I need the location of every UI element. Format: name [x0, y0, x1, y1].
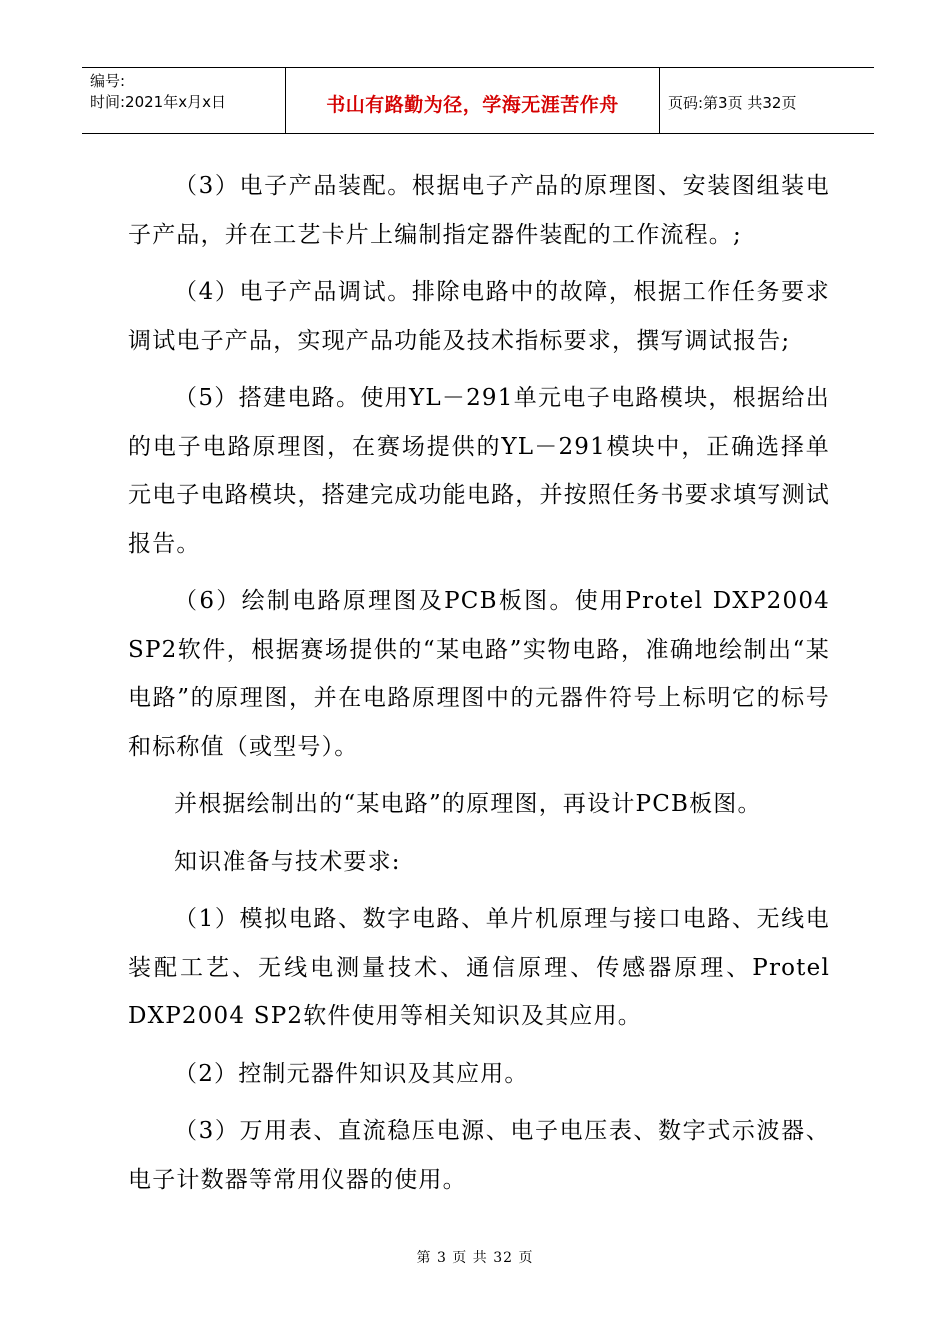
paragraph-knowledge-heading: 知识准备与技术要求: [174, 848, 401, 875]
paragraph-assembly: （3）电子产品装配。根据电子产品的原理图、安装图组装电子产品，并在工艺卡片上编制指定器件装配的工作流程。; [128, 173, 830, 248]
page-header [82, 67, 874, 134]
header-time: 时间:2021年x月x日 [90, 93, 226, 111]
paragraph-knowledge-1: （1）模拟电路、数字电路、单片机原理与接口电路、无线电装配工艺、无线电测量技术、通信原理、传感器原理、Protel DXP2004 SP2软件使用等相关知识及其应用。 [128, 906, 830, 1029]
header-page-code: 页码:第3页 共32页 [668, 94, 797, 112]
paragraph-design-pcb: 并根据绘制出的“某电路”的原理图，再设计PCB板图。 [174, 791, 762, 817]
paragraph-build-circuit: （5）搭建电路。使用YL－291单元电子电路模块，根据给出的电子电路原理图，在赛场提供的YL－291模块中，正确选择单元电子电路模块，搭建完成功能电路，并按照任务书要求填写测试报告。 [128, 385, 830, 557]
paragraph-knowledge-2: （2）控制元器件知识及其应用。 [174, 1060, 529, 1087]
paragraph-knowledge-3: （3）万用表、直流稳压电源、电子电压表、数字式示波器、电子计数器等常用仪器的使用。 [128, 1118, 830, 1193]
paragraph-draw-schematic: （6）绘制电路原理图及PCB板图。使用Protel DXP2004 SP2软件，根据赛场提供的“某电路”实物电路，准确地绘制出“某电路”的原理图，并在电路原理图中的元器件符号上标明它的标号和标称值（或型号）。 [128, 588, 830, 760]
header-motto: 书山有路勤为径，学海无涯苦作舟 [286, 68, 660, 133]
paragraph-debugging: （4）电子产品调试。排除电路中的故障，根据工作任务要求调试电子产品，实现产品功能及技术指标要求，撰写调试报告; [128, 279, 830, 354]
header-meta [82, 68, 286, 133]
document-body [128, 162, 830, 1213]
header-number: 编号: [90, 72, 126, 90]
page-footer: 第 3 页 共 32 页 [416, 1250, 534, 1266]
